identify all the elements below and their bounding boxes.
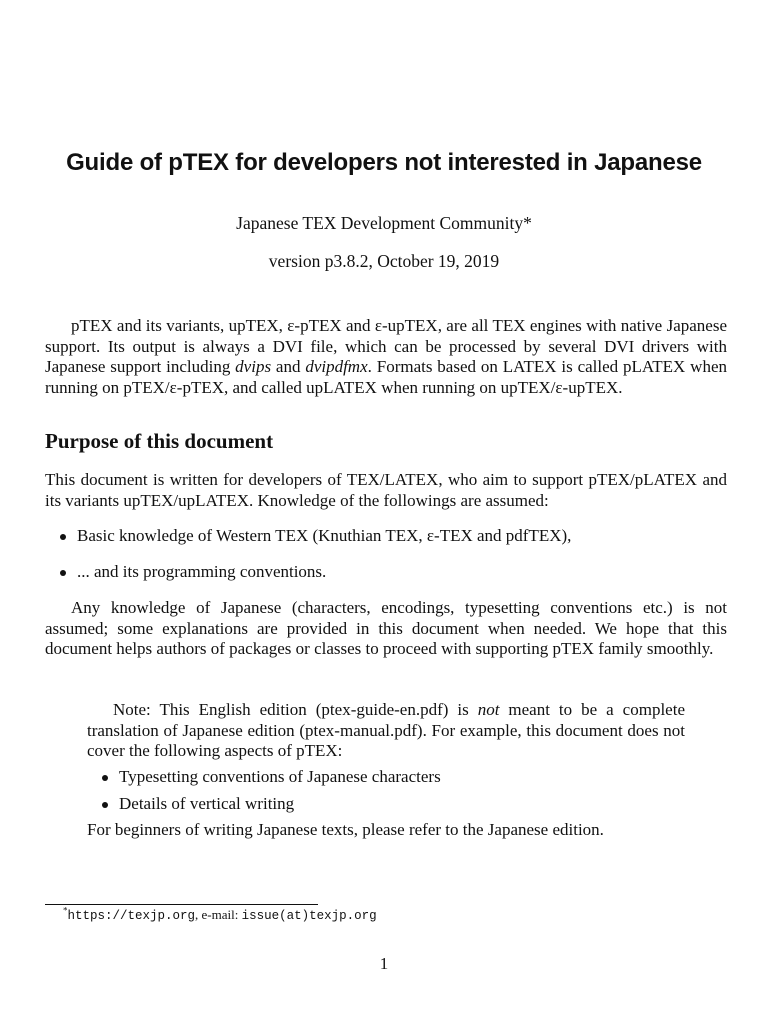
footnote <box>63 907 377 924</box>
abstract <box>45 316 727 398</box>
version-date: version p3.8.2, October 19, 2019 <box>268 251 500 271</box>
bullet-icon <box>60 570 66 576</box>
list-item-text: Details of vertical writing <box>119 794 295 813</box>
note-block <box>87 700 685 840</box>
footnote-rule <box>45 904 318 905</box>
bullet-icon <box>60 534 66 540</box>
list-item-text: Typesetting conventions of Japanese characters <box>119 766 441 786</box>
abstract-text-a: pTEX and its variants, upTEX, ε-pTEX and ε-upTEX, are all TEX engines with native Japanese support. Its output is always a DVI file, which can be processed by several DVI drivers with Japanese support including <box>45 316 727 376</box>
footnote-email: issue(at)texjp.org <box>241 909 377 923</box>
note-lead <box>87 700 685 762</box>
note-text-a: Note: This English edition (ptex-guide-en.pdf) is <box>113 700 478 719</box>
dvips-term: dvips <box>235 357 272 376</box>
list-item <box>45 526 727 547</box>
page-number: 1 <box>379 954 389 973</box>
abstract-text-and: and <box>271 357 306 376</box>
footnote-url[interactable]: https://texjp.org <box>67 909 196 923</box>
abstract-paragraph <box>45 316 727 398</box>
footnote-mark: * <box>63 905 68 916</box>
assumed-knowledge-list <box>45 526 727 582</box>
abstract-text-b: . Formats based on LATEX is called pLATEX when running on pTEX/ε-pTEX, and called upLATEX when running on upTEX/ε-upTEX. <box>45 357 727 397</box>
author-line: Japanese TEX Development Community* <box>236 213 532 233</box>
list-item <box>87 794 685 815</box>
note-closing: For beginners of writing Japanese texts, please refer to the Japanese edition. <box>87 819 604 839</box>
list-item <box>45 562 727 583</box>
footnote-separator: , e-mail: <box>195 907 242 922</box>
dvipdfmx-term: dvipdfmx <box>305 357 368 376</box>
list-item-text: ... and its programming conventions. <box>77 561 327 581</box>
list-item <box>87 767 685 788</box>
section-intro: This document is written for developers of TEX/LATEX, who aim to support pTEX/pLATEX and its variants upTEX/upLATEX. Knowledge of the followings are assumed: <box>45 470 727 510</box>
note-list <box>87 767 685 815</box>
bullet-icon <box>102 775 108 781</box>
bullet-icon <box>102 802 108 808</box>
section-heading: Purpose of this document <box>45 429 274 453</box>
note-emphasis: not <box>477 700 500 719</box>
list-item-text: Basic knowledge of Western TEX (Knuthian TEX, ε-TEX and pdfTEX), <box>77 526 572 545</box>
section-paragraph-2: Any knowledge of Japanese (characters, encodings, typesetting conventions etc.) is not assumed; some explanations are provided in this document when needed. We hope that this document helps authors of packages or classes to proceed with supporting pTEX family smoothly. <box>45 598 727 658</box>
document-title: Guide of pTEX for developers not interested in Japanese <box>66 149 702 176</box>
note-text-b: meant to be a complete translation of Japanese edition (ptex-manual.pdf). For example, this document does not cover the following aspects of pTEX: <box>87 700 685 760</box>
